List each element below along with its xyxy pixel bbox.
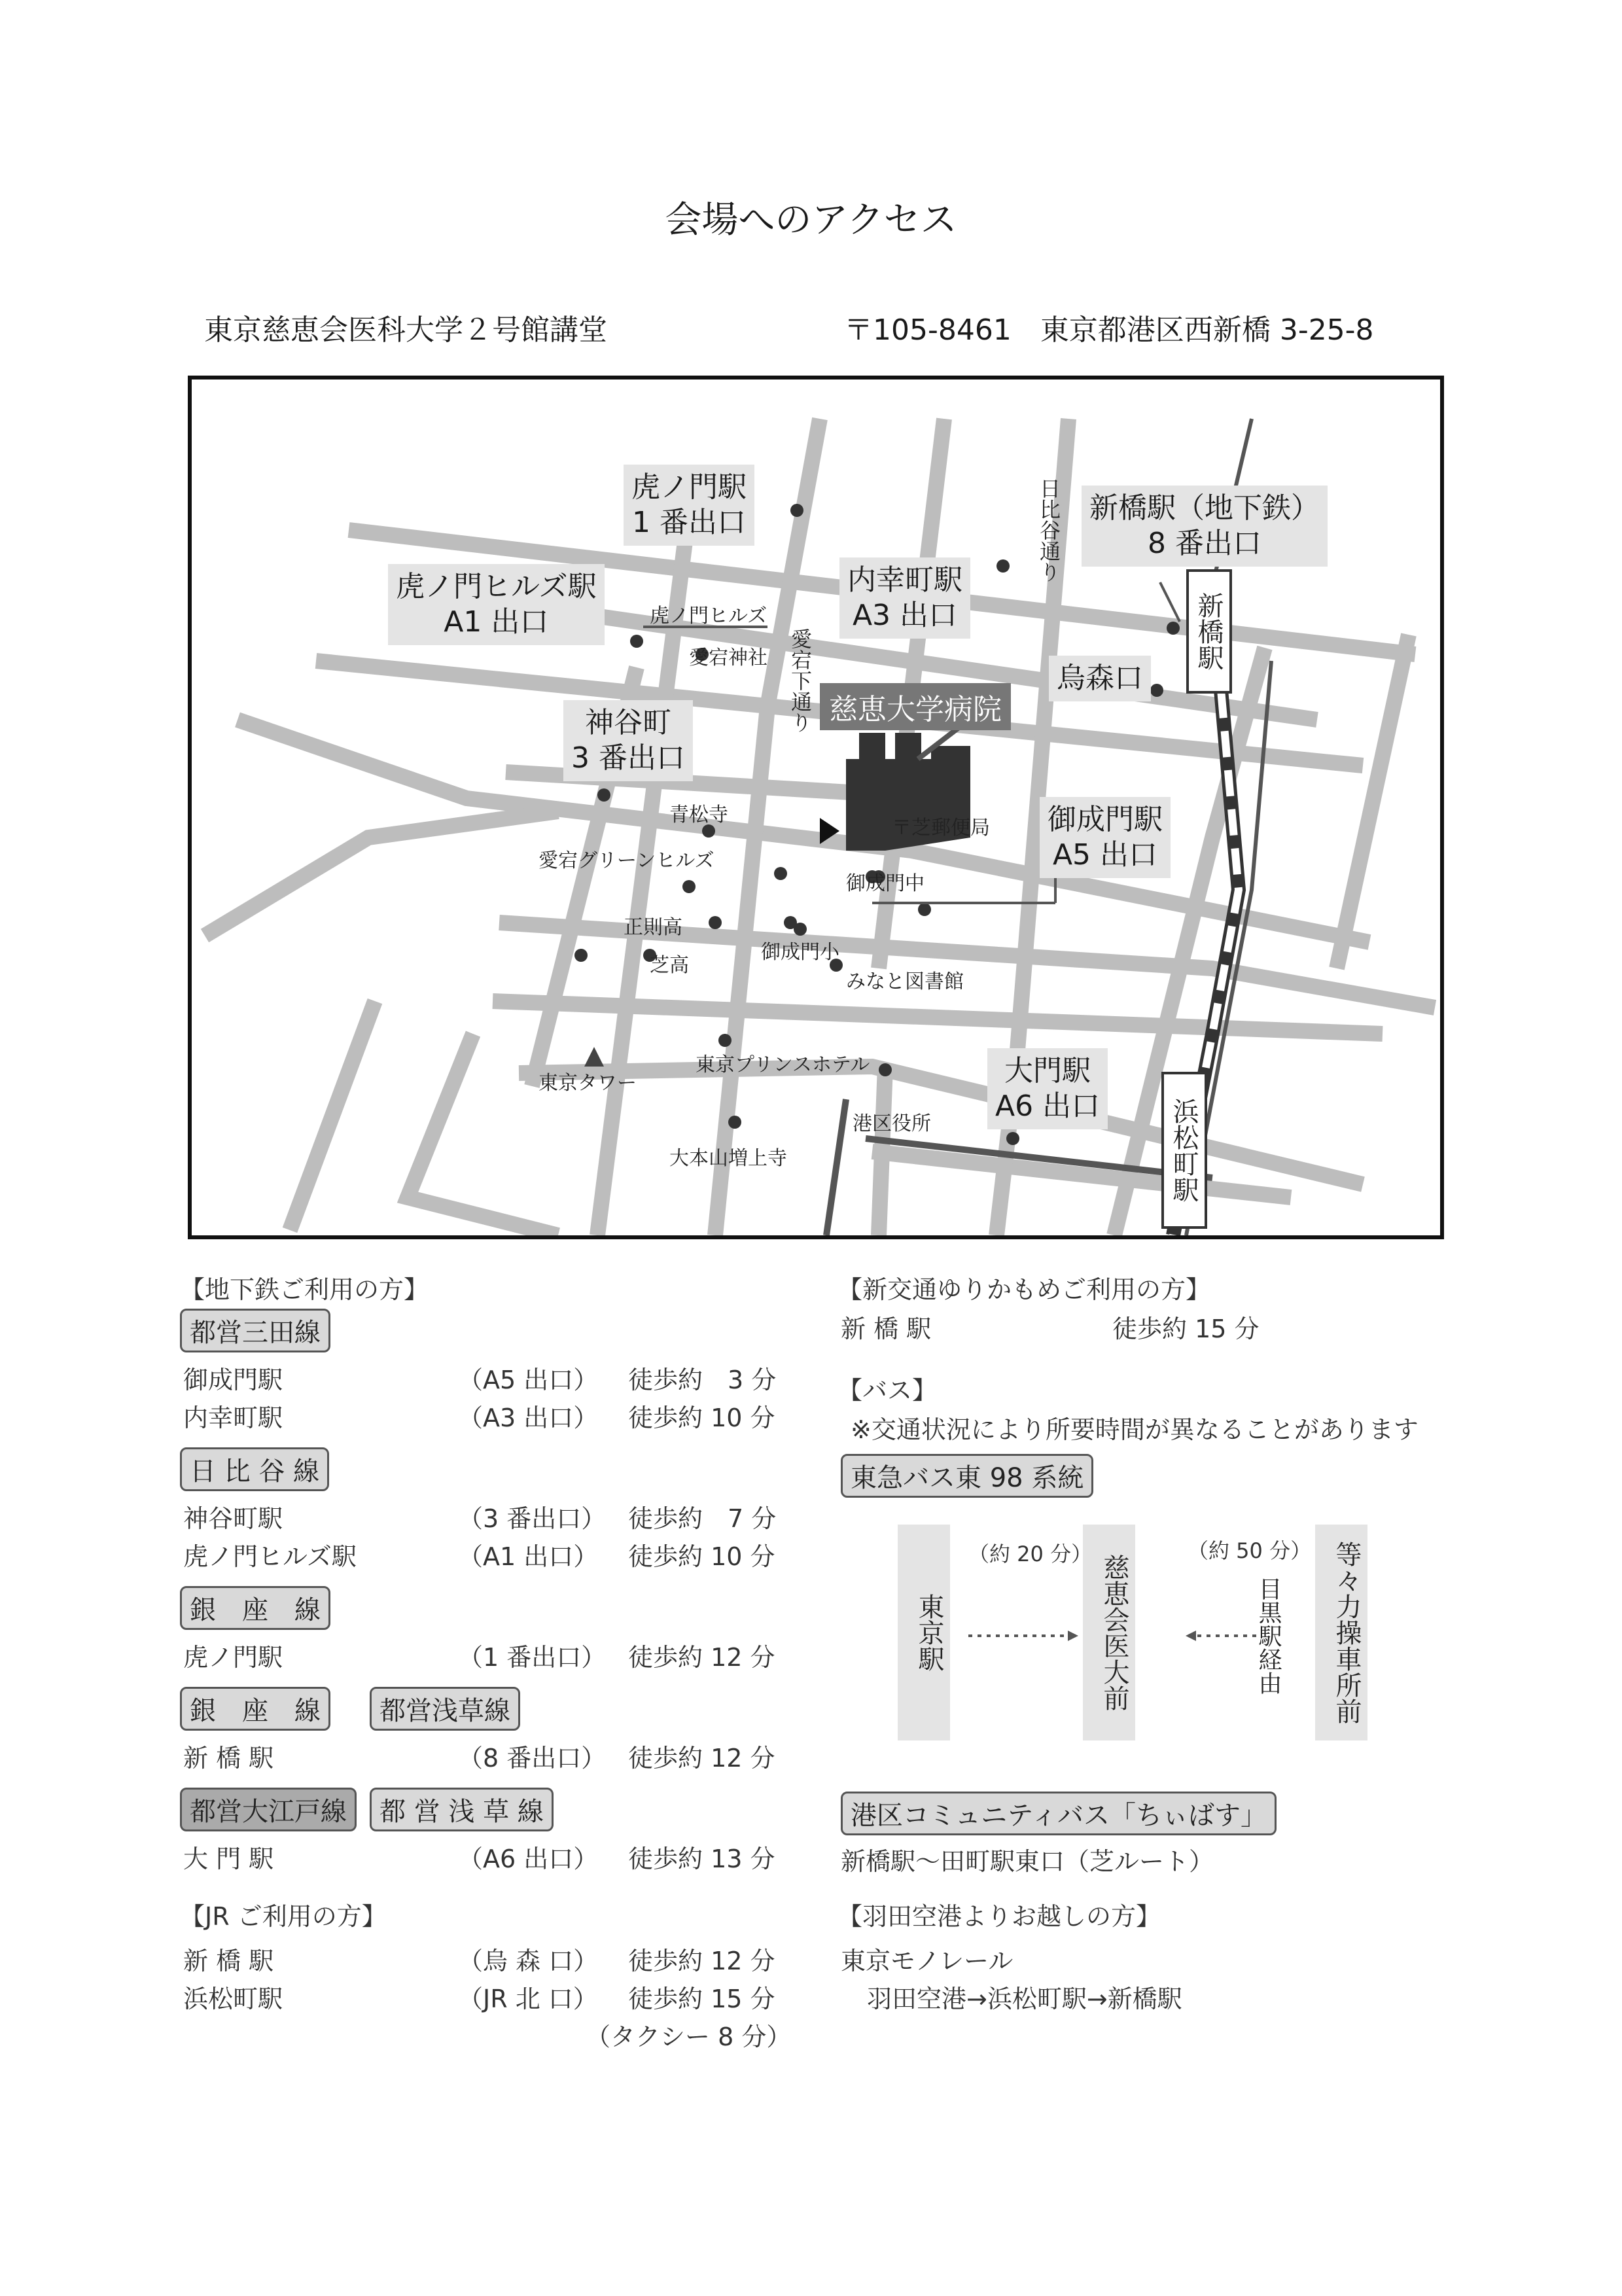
dot bbox=[1167, 622, 1180, 635]
dot bbox=[682, 880, 696, 893]
label-minato-library: みなと図書館 bbox=[846, 970, 964, 993]
label-shinbashi-metro-station: 新橋駅（地下鉄） 8 番出口 bbox=[1082, 486, 1328, 567]
bus-via-meguro: 目黒駅経由 bbox=[1255, 1577, 1282, 1695]
dot bbox=[1150, 684, 1163, 697]
yurikamome-heading: 【新交通ゆりかもめご利用の方】 bbox=[837, 1275, 1211, 1304]
dot bbox=[728, 1116, 741, 1129]
label-daimon-station: 大門駅 A6 出口 bbox=[987, 1048, 1108, 1129]
label-seishoji: 青松寺 bbox=[669, 804, 728, 826]
line-tag-asakusa: 都営浅草線 bbox=[370, 1687, 520, 1731]
venue-name: 東京慈恵会医科大学２号館講堂 bbox=[204, 313, 607, 347]
venue-address: 〒105-8461 東京都港区西新橋 3-25-8 bbox=[844, 313, 1374, 347]
dot bbox=[597, 788, 610, 802]
label-hibiya-dori: 日比谷通り bbox=[1036, 478, 1061, 582]
bus-stop-jikei: 慈恵会医大前 bbox=[1083, 1525, 1135, 1740]
subway-row: 虎ノ門ヒルズ駅 bbox=[183, 1542, 357, 1571]
subway-row-exit: （1 番出口） bbox=[458, 1643, 607, 1672]
yurikamome-time: 徒歩約 15 分 bbox=[1112, 1315, 1260, 1343]
line-tag-mita: 都営三田線 bbox=[180, 1309, 330, 1352]
label-tokyo-prince-hotel: 東京プリンスホテル bbox=[696, 1053, 870, 1076]
dot bbox=[630, 635, 643, 648]
subway-row-time: 徒歩約 12 分 bbox=[628, 1643, 775, 1672]
jr-taxi-note: （タクシー 8 分） bbox=[586, 2022, 792, 2051]
line-tag-oedo: 都営大江戸線 bbox=[180, 1788, 357, 1831]
label-atago-green-hills: 愛宕グリーンヒルズ bbox=[538, 849, 714, 872]
label-toranomon-hills-station: 虎ノ門ヒルズ駅 A1 出口 bbox=[388, 564, 605, 645]
subway-row-time: 徒歩約 10 分 bbox=[628, 1404, 775, 1432]
yurikamome-station: 新 橋 駅 bbox=[841, 1315, 932, 1343]
label-shiba-hs: 芝高 bbox=[650, 954, 689, 977]
haneda-heading: 【羽田空港よりお越しの方】 bbox=[837, 1902, 1161, 1931]
label-onarimon-jhs: 御成門中 bbox=[846, 872, 925, 895]
subway-row-exit: （8 番出口） bbox=[458, 1744, 607, 1773]
label-minato-city-office: 港区役所 bbox=[853, 1112, 931, 1135]
dot bbox=[774, 867, 787, 880]
bus-line-tag: 東急バス東 98 系統 bbox=[841, 1454, 1093, 1498]
label-uchisaiwaicho-station: 内幸町駅 A3 出口 bbox=[839, 557, 970, 639]
jr-row-exit: （JR 北 口） bbox=[458, 1985, 598, 2013]
bus-stop-todoroki: 等々力操車所前 bbox=[1315, 1525, 1367, 1740]
dot bbox=[879, 1063, 892, 1076]
hospital-building bbox=[859, 733, 885, 785]
subway-row: 内幸町駅 bbox=[183, 1404, 283, 1432]
label-atago-shrine: 愛宕神社 bbox=[689, 646, 767, 669]
label-jr-hamamatsucho: 浜松町駅 bbox=[1161, 1072, 1207, 1229]
dot bbox=[918, 903, 931, 916]
line-tag-ginza: 銀 座 線 bbox=[180, 1586, 330, 1630]
label-atago-shita-dori: 愛宕下通り bbox=[788, 628, 813, 733]
dot bbox=[709, 916, 722, 929]
subway-row-time: 徒歩約 10 分 bbox=[628, 1542, 775, 1571]
label-jikei-hospital: 慈恵大学病院 bbox=[820, 683, 1011, 730]
line-tag-hibiya: 日 比 谷 線 bbox=[180, 1447, 329, 1491]
bus-time-right: （約 50 分） bbox=[1188, 1538, 1312, 1563]
jr-heading: 【JR ご利用の方】 bbox=[180, 1902, 387, 1931]
bus-note: ※交通状況により所要時間が異なることがあります bbox=[851, 1415, 1419, 1444]
dot bbox=[718, 1034, 732, 1047]
haneda-route: 羽田空港→浜松町駅→新橋駅 bbox=[867, 1985, 1182, 2013]
tokyo-tower-icon bbox=[584, 1047, 604, 1067]
label-toranomon-hills: 虎ノ門ヒルズ bbox=[650, 605, 767, 627]
label-karasumori-exit: 烏森口 bbox=[1049, 656, 1151, 701]
access-map bbox=[188, 376, 1444, 1239]
bus-heading: 【バス】 bbox=[837, 1376, 938, 1405]
label-onarimon-station: 御成門駅 A5 出口 bbox=[1040, 797, 1171, 878]
jr-row: 新 橋 駅 bbox=[183, 1947, 274, 1975]
bus-route-arrows bbox=[955, 1623, 1309, 1649]
label-toranomon-station: 虎ノ門駅 1 番出口 bbox=[624, 465, 754, 546]
subway-row: 虎ノ門駅 bbox=[183, 1643, 283, 1672]
hospital-building bbox=[895, 733, 921, 785]
road-main bbox=[826, 1099, 846, 1235]
label-jr-shinbashi: 新橋駅 bbox=[1186, 569, 1232, 694]
jr-row-exit: （烏 森 口） bbox=[458, 1947, 599, 1975]
label-kamiyacho-station: 神谷町 3 番出口 bbox=[563, 700, 693, 781]
subway-row-time: 徒歩約 3 分 bbox=[628, 1366, 777, 1394]
road bbox=[290, 1001, 375, 1230]
subway-row-time: 徒歩約 12 分 bbox=[628, 1744, 775, 1773]
page-title: 会場へのアクセス bbox=[665, 199, 957, 241]
label-seisoku-hs: 正則高 bbox=[624, 916, 682, 939]
label-tokyo-tower: 東京タワー bbox=[538, 1072, 637, 1095]
label-shiba-post-office: 〒芝郵便局 bbox=[892, 817, 990, 839]
label-onarimon-es: 御成門小 bbox=[761, 941, 839, 964]
bus-stop-tokyo: 東京駅 bbox=[898, 1525, 950, 1740]
dot bbox=[1006, 1132, 1019, 1145]
community-bus-route: 新橋駅〜田町駅東口（芝ルート） bbox=[841, 1847, 1214, 1876]
subway-row-time: 徒歩約 7 分 bbox=[628, 1504, 777, 1533]
subway-row-exit: （A1 出口） bbox=[458, 1542, 599, 1571]
subway-row: 新 橋 駅 bbox=[183, 1744, 274, 1773]
subway-row: 神谷町駅 bbox=[183, 1504, 283, 1533]
line-tag-ginza: 銀 座 線 bbox=[180, 1687, 330, 1731]
leader-line bbox=[1160, 582, 1180, 622]
haneda-line: 東京モノレール bbox=[841, 1947, 1014, 1975]
subway-row: 御成門駅 bbox=[183, 1366, 283, 1394]
community-bus-tag: 港区コミュニティバス「ちぃばす」 bbox=[841, 1792, 1277, 1835]
road bbox=[879, 1067, 885, 1235]
label-zojoji: 大本山増上寺 bbox=[669, 1147, 787, 1170]
subway-heading: 【地下鉄ご利用の方】 bbox=[180, 1275, 429, 1304]
road bbox=[1337, 635, 1409, 968]
dot bbox=[996, 559, 1010, 573]
subway-row-time: 徒歩約 13 分 bbox=[628, 1845, 775, 1873]
dot bbox=[574, 949, 588, 962]
line-tag-asakusa: 都 営 浅 草 線 bbox=[370, 1788, 554, 1831]
jr-row: 浜松町駅 bbox=[183, 1985, 283, 2013]
subway-row: 大 門 駅 bbox=[183, 1845, 274, 1873]
dot bbox=[794, 923, 807, 936]
jr-row-time: 徒歩約 12 分 bbox=[628, 1947, 775, 1975]
jr-row-time: 徒歩約 15 分 bbox=[628, 1985, 775, 2013]
dot bbox=[790, 504, 803, 517]
subway-row-exit: （A3 出口） bbox=[458, 1404, 599, 1432]
subway-row-exit: （A6 出口） bbox=[458, 1845, 599, 1873]
bus-time-left: （約 20 分） bbox=[968, 1542, 1093, 1566]
subway-row-exit: （A5 出口） bbox=[458, 1366, 599, 1394]
subway-row-exit: （3 番出口） bbox=[458, 1504, 607, 1533]
